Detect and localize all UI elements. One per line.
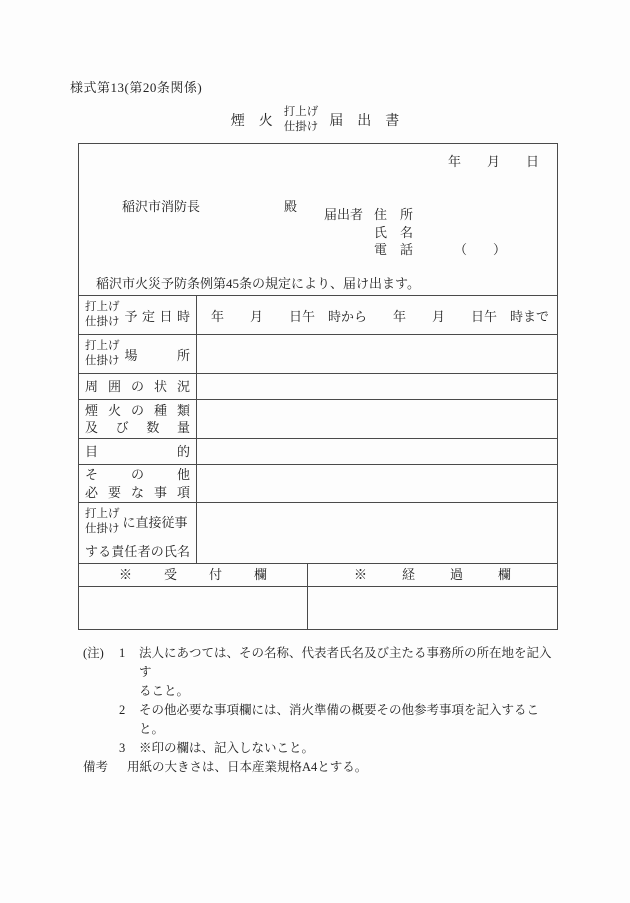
notifier-name-row bbox=[324, 224, 506, 242]
cell-scheduled-datetime bbox=[197, 296, 557, 334]
label-text: 周囲の状況 bbox=[85, 378, 190, 394]
note-number: 3 bbox=[119, 741, 126, 755]
label-text-line2: 及び数量 bbox=[85, 420, 190, 435]
label-text-line1: 煙火の種類 bbox=[85, 402, 190, 418]
honorific: 殿 bbox=[284, 199, 298, 214]
title-stacked-fraction bbox=[284, 105, 319, 135]
table-row-scheduled-datetime bbox=[79, 295, 557, 334]
addressee: 稲沢市消防長 bbox=[122, 199, 201, 214]
label-text-suffix: に直接従事 bbox=[122, 515, 188, 531]
form-box bbox=[78, 143, 558, 630]
title-stacked-bottom: 仕掛け bbox=[283, 121, 319, 133]
label-text-line2: 必要な事項 bbox=[85, 484, 190, 500]
note-item-3 bbox=[83, 739, 561, 758]
progress-column-body bbox=[308, 587, 557, 629]
cell-surroundings bbox=[197, 374, 557, 399]
name-label: 氏 名 bbox=[374, 224, 414, 240]
remark-row bbox=[83, 758, 561, 777]
notes-section bbox=[83, 644, 561, 777]
row-label-scheduled-datetime bbox=[79, 296, 197, 334]
row-label-surroundings bbox=[79, 374, 197, 399]
note-text: ※印の欄は、記入しないこと。 bbox=[139, 741, 315, 755]
row-label-fireworks-type-quantity bbox=[79, 400, 197, 438]
document-title bbox=[0, 102, 630, 138]
title-left: 煙 火 bbox=[230, 114, 273, 129]
cell-purpose bbox=[197, 439, 557, 464]
office-use-section bbox=[79, 563, 557, 629]
reception-column bbox=[79, 564, 308, 629]
notifier-phone-row bbox=[324, 241, 506, 259]
label-text: 目的 bbox=[85, 443, 190, 459]
row-label-purpose bbox=[79, 439, 197, 464]
row-label-responsible-person bbox=[79, 503, 197, 563]
notifier-block bbox=[324, 206, 506, 259]
label-stacked-launch-setpiece: 打上げ 仕掛け bbox=[85, 508, 120, 535]
remark-label: 備考 bbox=[83, 760, 109, 774]
label-stacked-launch-setpiece: 打上げ 仕掛け bbox=[85, 301, 120, 328]
note-text: その他必要な事項欄には、消火準備の概要その他参考事項を記入すること。 bbox=[139, 703, 540, 736]
row-label-other-necessary-matters bbox=[79, 465, 197, 502]
phone-label: 電 話 bbox=[374, 242, 414, 257]
table-row-responsible-person bbox=[79, 502, 557, 563]
reception-column-header: ※受付欄 bbox=[79, 564, 307, 587]
row-label-location bbox=[79, 335, 197, 373]
form-number: 様式第13(第20条関係) bbox=[70, 80, 203, 95]
note-number: 1 bbox=[119, 646, 126, 660]
label-stacked-launch-setpiece: 打上げ 仕掛け bbox=[85, 340, 120, 367]
note-item-1 bbox=[83, 644, 561, 701]
declaration-sentence: 稲沢市火災予防条例第45条の規定により、届け出ます。 bbox=[96, 276, 420, 291]
datetime-template-text: 年 月 日午 時から 年 月 日午 時まで bbox=[211, 308, 550, 324]
address-label: 住 所 bbox=[374, 207, 414, 222]
label-text: 予定日時 bbox=[124, 308, 190, 324]
notifier-address-row bbox=[324, 206, 506, 224]
phone-parens: （ ） bbox=[454, 242, 507, 257]
title-stacked-top: 打上げ bbox=[283, 106, 319, 119]
table-row-other-necessary-matters bbox=[79, 464, 557, 502]
cell-other-necessary-matters bbox=[197, 465, 557, 502]
notifier-label: 届出者 bbox=[324, 207, 364, 222]
addressee-line bbox=[96, 180, 297, 231]
form-header-section bbox=[79, 144, 557, 295]
cell-responsible-person bbox=[197, 503, 557, 563]
table-row-surroundings bbox=[79, 373, 557, 399]
label-text: 場所 bbox=[124, 347, 190, 363]
note-number: 2 bbox=[119, 703, 126, 717]
remark-text: 用紙の大きさは、日本産業規格A4とする。 bbox=[127, 760, 368, 774]
table-row-fireworks-type-quantity bbox=[79, 399, 557, 438]
reception-column-body bbox=[79, 587, 307, 629]
note-marker: (注) bbox=[83, 646, 104, 660]
title-right: 届 出 書 bbox=[329, 114, 400, 129]
label-text-line2: する責任者の氏名 bbox=[85, 543, 190, 559]
progress-column bbox=[308, 564, 557, 629]
cell-fireworks-type-quantity bbox=[197, 400, 557, 438]
note-text: 法人にあつては、その名称、代表者氏名及び主たる事務所の所在地を記入す ること。 bbox=[139, 646, 552, 698]
date-line: 年 月 日 bbox=[447, 154, 539, 169]
label-text-line1: その他 bbox=[85, 467, 190, 482]
note-item-2 bbox=[83, 701, 561, 739]
table-row-location bbox=[79, 334, 557, 373]
progress-column-header: ※経過欄 bbox=[308, 564, 557, 587]
cell-location bbox=[197, 335, 557, 373]
table-row-purpose bbox=[79, 438, 557, 464]
